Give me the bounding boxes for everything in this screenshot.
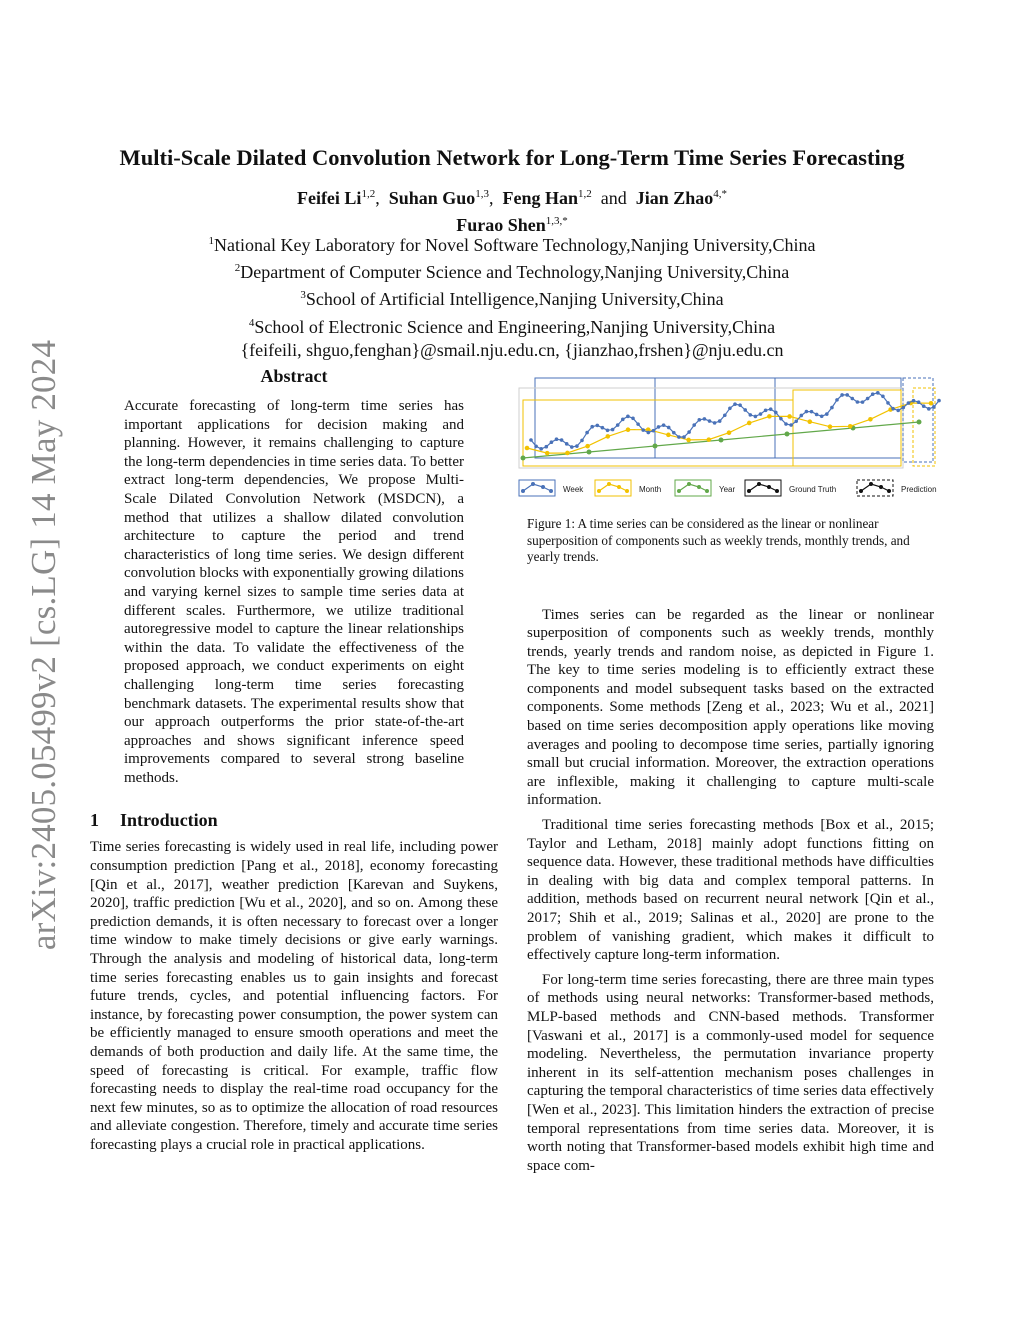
legend-swatch-dot [705, 489, 709, 493]
legend-swatch-dot [607, 482, 611, 486]
week-point [759, 412, 763, 416]
week-point [590, 425, 594, 429]
week-point [703, 417, 707, 421]
week-point [779, 417, 783, 421]
week-point [641, 428, 645, 432]
legend-swatch-dot [757, 482, 761, 486]
month-point [545, 451, 550, 456]
legend-swatch-dot [869, 482, 873, 486]
month-point [686, 438, 691, 443]
week-point [611, 428, 615, 432]
year-point [521, 456, 526, 461]
legend-swatch-box [675, 480, 711, 496]
week-point [840, 393, 844, 397]
legend-label: Month [639, 485, 662, 494]
month-window [523, 400, 793, 466]
week-point [718, 419, 722, 423]
week-point [805, 410, 809, 414]
week-point [626, 415, 630, 419]
author-name: Furao Shen [456, 215, 546, 235]
week-point [621, 418, 625, 422]
week-point [764, 409, 768, 413]
legend-swatch-dot [775, 489, 779, 493]
arxiv-id-text: arXiv:2405.05499v2 [cs.LG] 14 May 2024 [24, 339, 63, 951]
week-point [922, 404, 926, 408]
month-point [626, 427, 631, 432]
month-point [606, 434, 611, 439]
left-column [90, 366, 498, 1155]
week-point [774, 411, 778, 415]
week-point [896, 409, 900, 413]
month-point [767, 414, 772, 419]
author-name: Jian Zhao [635, 188, 714, 208]
legend-label: Week [563, 485, 584, 494]
legend-swatch-dot [887, 489, 891, 493]
legend-swatch-dot [879, 485, 883, 489]
week-point [713, 421, 717, 425]
week-point [810, 410, 814, 414]
legend-swatch-dot [767, 485, 771, 489]
week-point [667, 426, 671, 430]
legend-swatch-dot [687, 482, 691, 486]
week-point [596, 424, 600, 428]
legend-swatch-line [749, 484, 777, 491]
week-point [800, 414, 804, 418]
abstract-text: Accurate forecasting of long-term time series has important applications for decision making and planning. However, it remains challenging to capture the long-term dependencies in time series data. To better extract long-term dependencies, We propose Multi-Scale Dilated Convolution Network (MSDCN), a method that utilizes a shallow dilated convolution architecture to capture the period and trend characteristics of long time series. We design different convolution blocks with exponentially growing dilations and varying kernel sizes to sample time series data at different scales. Furthermore, we utilize traditional autoregressive model to capture the linear relationships within the data. To validate the effectiveness of the proposed approach, we conduct experiments on eight challenging long-term time series forecasting benchmark datasets. The experimental results show that our approach outperforms the prior state-of-the-art approaches and shows significant inference speed improvements compared to several strong baseline methods. [124, 398, 464, 786]
figure-caption: Figure 1: A time series can be considered as the linear or nonlinear superposition of components such as weekly trends, monthly trends, and yearly trends. [527, 516, 910, 564]
week-point [560, 438, 564, 442]
legend-swatch-dot [531, 482, 535, 486]
legend-swatch-box [857, 480, 893, 496]
week-point [820, 415, 824, 419]
legend-swatch-line [523, 484, 551, 491]
week-point [585, 431, 589, 435]
year-point [653, 444, 658, 449]
month-point [727, 430, 732, 435]
week-point [580, 439, 584, 443]
legend-swatch-dot [697, 485, 701, 489]
week-point [825, 412, 829, 416]
affiliation-line: $^4$School of Electronic Science and Engineering,Nanjing University,China [248, 316, 776, 337]
week-window [535, 378, 655, 458]
week-point [835, 398, 839, 402]
week-point [937, 399, 941, 403]
week-point [932, 405, 936, 409]
figure-1 [517, 370, 947, 510]
legend-swatch-box [595, 480, 631, 496]
month-point [787, 414, 792, 419]
year-point [917, 420, 922, 425]
year-point [587, 450, 592, 455]
week-point [754, 415, 758, 419]
legend-swatch-dot [617, 485, 621, 489]
week-point [927, 407, 931, 411]
legend-swatch-box [519, 480, 555, 496]
legend-swatch-dot [597, 489, 601, 493]
affiliation-line: $^1$National Key Laboratory for Novel Software Technology,Nanjing University,China [208, 235, 816, 255]
year-point [719, 438, 724, 443]
month-point [868, 417, 873, 422]
week-point [907, 401, 911, 405]
legend-swatch-box [745, 480, 781, 496]
week-point [866, 397, 870, 401]
legend-swatch-line [599, 484, 627, 491]
week-point [749, 413, 753, 417]
section-title: Introduction [120, 810, 218, 831]
legend-swatch-dot [747, 489, 751, 493]
section-heading [90, 810, 498, 831]
body-paragraph: For long-term time series forecasting, there are three main types of methods using neural networks: Transformer-based methods, MLP-based methods and CNN-based methods. Transformer [Vaswani et al., 2017] is a commonly-used model for sequence modeling. Nevertheless, the permutation invariance property inherent in its self-attention mechanism poses challenges in capturing the temporal characteristics of time series data effectively [Wen et al., 2023]. This limitation hinders the extraction of precise temporal representations from time series data. Moreover, it is worth noting that Transformer-based models exhibit high time and space com- [527, 971, 934, 1174]
week-point [815, 413, 819, 417]
week-point [861, 400, 865, 404]
week-point [616, 423, 620, 427]
week-point [769, 407, 773, 411]
month-point [747, 421, 752, 426]
month-point [808, 419, 813, 424]
week-window [655, 378, 775, 458]
author-name: Feifei Li [296, 188, 362, 208]
time-series-figure [517, 370, 947, 510]
legend-swatch-line [679, 484, 707, 491]
week-point [830, 406, 834, 410]
week-point [529, 438, 533, 442]
week-point [708, 419, 712, 423]
affiliation-line: $^2$Department of Computer Science and Technology,Nanjing University,China [234, 262, 790, 283]
week-point [550, 440, 554, 444]
legend-swatch-dot [541, 485, 545, 489]
legend-swatch-dot [549, 489, 553, 493]
intro-paragraph: Time series forecasting is widely used in real life, including power consumption prediction [Pang et al., 2018], economy forecasting [Qin et al., 2017], weather prediction [Karevan and Suykens, 2020], traffic prediction [Wu et al., 2020], and so on. Among these prediction demands, it is often necessary to forecast over a longer time window to make timely decisions or give early warnings. Through the analysis and modeling of historical data, long-term time series forecasting enables us to gain insights and forecast future trends, cycles, and potential influencing factors. For instance, by forecasting power consumption, the power system can be efficiently managed to ensure smooth operations and meet the demands of both production and daily life. At the same time, the speed of forecasting is critical. For example, traffic flow forecasting needs to display the real-time road occupancy for the next few minutes, so as to optimize the allocation of road resources and alleviate congestion. Therefore, timely and accurate time series forecasting plays a crucial role in practical applications. [90, 839, 498, 1153]
month-point [525, 446, 530, 451]
week-point [856, 400, 860, 404]
week-point [784, 422, 788, 426]
author-name: Suhan Guo [388, 188, 476, 208]
legend-swatch-dot [859, 489, 863, 493]
and-word: and [600, 188, 627, 208]
week-point [677, 435, 681, 439]
week-point [886, 401, 890, 405]
month-point [565, 451, 570, 456]
week-point [912, 399, 916, 403]
week-point [606, 428, 610, 432]
affiliation-line: $^3$School of Artificial Intelligence,Nanjing University,China [300, 289, 724, 310]
legend-label: Ground Truth [789, 485, 837, 494]
week-point [692, 423, 696, 427]
week-point [555, 437, 559, 441]
week-point [662, 423, 666, 427]
author-name: Feng Han [502, 188, 579, 208]
week-point [881, 394, 885, 398]
week-point [728, 407, 732, 411]
week-point [682, 435, 686, 439]
week-point [733, 402, 737, 406]
author-emails: {feifeili, shguo,fenghan}@smail.nju.edu.cn, {jianzhao,frshen}@nju.edu.cn [240, 339, 784, 360]
month-point [666, 433, 671, 438]
paper-title: Multi-Scale Dilated Convolution Network for Long-Term Time Series Forecasting [119, 145, 905, 170]
legend-swatch-dot [677, 489, 681, 493]
legend-swatch-dot [625, 489, 629, 493]
month-point [828, 424, 833, 429]
week-point [636, 422, 640, 426]
week-series-line [531, 393, 939, 449]
week-point [565, 442, 569, 446]
legend-label: Year [719, 485, 736, 494]
month-point [848, 424, 853, 429]
week-point [631, 417, 635, 421]
month-point [585, 444, 590, 449]
week-point [647, 431, 651, 435]
week-point [698, 418, 702, 422]
week-point [672, 431, 676, 435]
legend-swatch-dot [521, 489, 525, 493]
affiliation-list [0, 230, 1024, 362]
author-list: Feifei Li$^{1,2}$, Suhan Guo$^{1,3}$, Feng Han$^{1,2}$ and Jian Zhao$^{4,*}$ Furao Shen$^{1,3,*}$ [296, 188, 728, 235]
week-point [687, 430, 691, 434]
week-point [902, 406, 906, 410]
month-point [707, 437, 712, 442]
week-point [917, 400, 921, 404]
legend-label: Prediction [901, 485, 937, 494]
abstract-heading: Abstract [260, 366, 328, 386]
week-point [601, 426, 605, 430]
week-point [876, 391, 880, 395]
week-point [743, 408, 747, 412]
week-point [575, 444, 579, 448]
week-point [652, 429, 656, 433]
week-point [789, 423, 793, 427]
week-point [845, 393, 849, 397]
week-point [570, 445, 574, 449]
week-point [891, 407, 895, 411]
prediction-window [913, 388, 935, 466]
week-point [871, 392, 875, 396]
arxiv-sidebar [14, 339, 74, 951]
body-paragraph: Times series can be regarded as the linear or nonlinear superposition of components such as weekly trends, monthly trends, yearly trends and random noise, as depicted in Figure 1. The key to time series modeling is to efficiently extract these components and model subsequent tasks based on the extracted components. Some methods [Zeng et al., 2023; Wu et al., 2021] based on time series decomposition apply operations like moving averages and pooling to decompose time series, partially ignoring small but crucial information. Moreover, the extraction operations are inflexible, making it challenging to capture multi-scale information. [527, 606, 934, 809]
week-point [851, 397, 855, 401]
week-point [738, 403, 742, 407]
week-point [657, 425, 661, 429]
right-column [527, 370, 937, 1181]
section-number: 1 [90, 810, 99, 831]
year-point [785, 432, 790, 437]
body-paragraph: Traditional time series forecasting methods [Box et al., 2015; Taylor and Letham, 2018] mainly adopt functions fitting on sequence data. However, these traditional methods have difficulties in dealing with big data and complex temporal patterns. In addition, methods based on recurrent neural network [Qin et al., 2017; Shih et al., 2019; Salinas et al., 2020] are prone to the problem of vanishing gradient, which makes it difficult to effectively capture long-term information. [527, 817, 934, 964]
week-point [545, 445, 549, 449]
week-point [723, 413, 727, 417]
week-point [539, 447, 543, 451]
legend-swatch-line [861, 484, 889, 491]
week-point [534, 444, 538, 448]
month-point [929, 401, 934, 406]
week-point [794, 419, 798, 423]
